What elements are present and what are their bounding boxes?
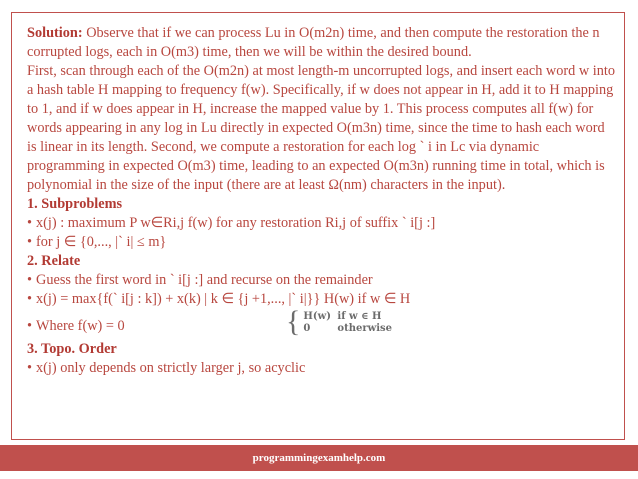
bullet-icon: • [27,234,33,250]
cases-grid [303,311,392,334]
subproblem-bullet-1: x(j) : maximum P w∈Ri,j f(w) for any restoration Ri,j of suffix ` i[j :] [36,215,436,231]
where-row [27,305,617,340]
solution-paragraph [27,24,617,62]
list-item [27,214,617,233]
list-item [27,317,125,336]
list-item [27,271,617,290]
slide-content [27,24,617,378]
topo-heading: 3. Topo. Order [27,341,117,357]
brace-icon: { [286,305,301,338]
bullet-icon: • [27,215,33,231]
relate-bullet-1: Guess the first word in ` i[j :] and recurse on the remainder [36,272,373,288]
bullet-icon: • [27,360,33,376]
solution-label: Solution: [27,25,83,41]
list-item [27,233,617,252]
case-condition-2: otherwise [337,322,392,334]
footer-site-link[interactable]: programmingexamhelp.com [252,452,386,464]
first-paragraph: First, scan through each of the O(m2n) at most length-m uncorrupted logs, and insert each word w into a hash table H mapping to frequency f(w). Specifically, if w does not appear in H, add it to H mapping to 1, and if w does appear in H, increase the mapped value by 1. This process computes all f(w) for words appearing in any log in Lu directly in expected O(m3n) time, since the time to hash each word is linear in its length. Second, we compute a restoration for each log ` i in Lc via dynamic programming in expected O(m3) time, leading to an expected O(m3n) running time in total, which is polynomial in the size of the input (there are at least Ω(nm) characters in the input). [27,63,616,193]
footer-bar [0,445,638,471]
subproblem-bullet-2: for j ∈ {0,..., |` i| ≤ m} [36,234,167,250]
list-item [27,290,617,309]
subproblems-heading: 1. Subproblems [27,196,123,212]
bullet-icon: • [27,318,33,334]
piecewise-cases [286,305,392,338]
bullet-icon: • [27,291,33,307]
where-text: Where f(w) = 0 [36,318,125,334]
case-value-1: H(w) [303,310,331,322]
bullet-icon: • [27,272,33,288]
relate-heading: 2. Relate [27,253,81,269]
case-condition-1: if w ∈ H [337,310,382,322]
solution-intro: Observe that if we can process Lu in O(m2n) time, and then compute the restoration the n corrupted logs, each in O(m3) time, then we will be within the desired bound. [27,25,600,60]
list-item [27,359,617,378]
topo-bullet-1: x(j) only depends on strictly larger j, so acyclic [36,360,306,376]
case-value-2: 0 [303,322,311,334]
relate-bullet-2: x(j) = max{f(` i[j : k]) + x(k) | k ∈ {j +1,..., |` i|}} H(w) if w ∈ H [36,291,411,307]
